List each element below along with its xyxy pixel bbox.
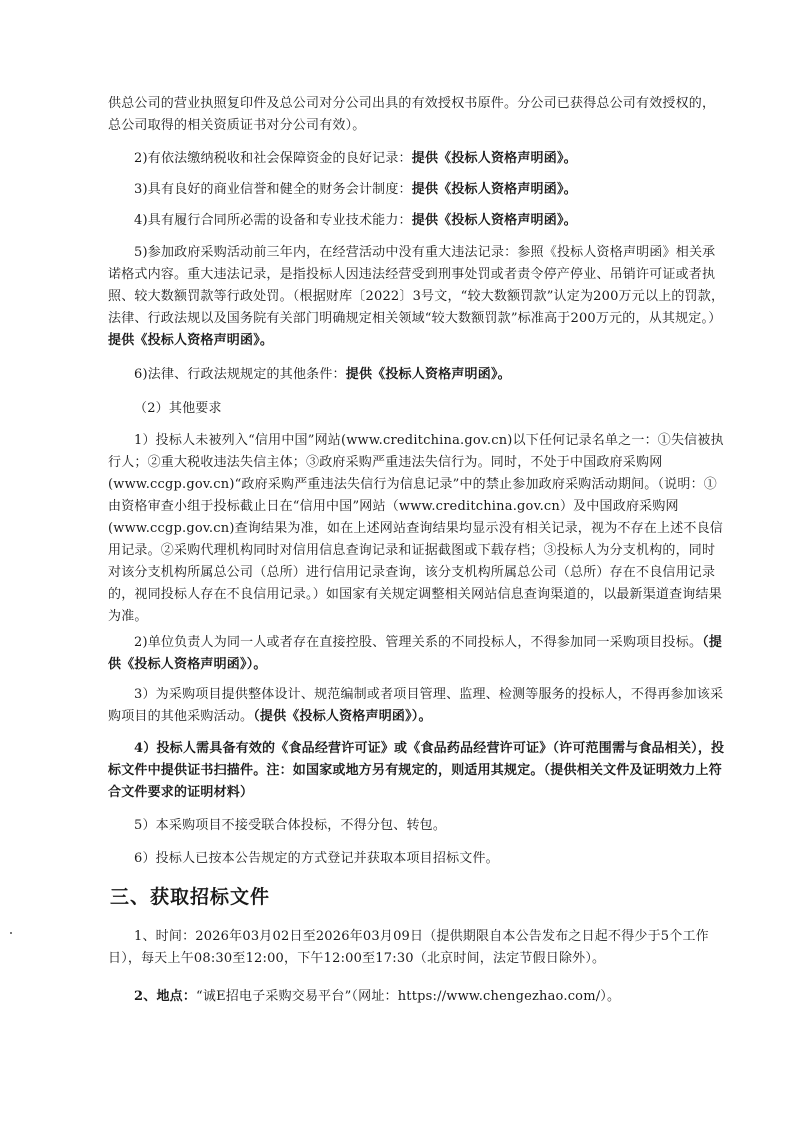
scan-speck <box>10 932 12 934</box>
credit-provide: 提供《投标人资格声明函》。 <box>411 182 577 197</box>
other-conditions-text: 6)法律、行政法规规定的其他条件： <box>134 367 346 382</box>
same-person-text: 2)单位负责人为同一人或者存在直接控股、管理关系的不同投标人，不得参加同一采购项目投标。 <box>134 635 703 650</box>
paragraph-same-person <box>108 632 728 676</box>
paragraph-no-violation <box>108 242 728 352</box>
paragraph-registration: 6）投标人已按本公告规定的方式登记并获取本项目招标文件。 <box>134 851 499 866</box>
location-label: 2、地点： <box>134 989 197 1004</box>
tax-record-text: 2)有依法缴纳税收和社会保障资金的良好记录： <box>134 151 412 166</box>
equipment-provide: 提供《投标人资格声明函》。 <box>411 213 577 228</box>
paragraph-design-service <box>108 684 728 728</box>
design-service-provide: （提供《投标人资格声明函》）。 <box>253 709 432 724</box>
paragraph-credit <box>108 179 728 201</box>
equipment-text: 4)具有履行合同所必需的设备和专业技术能力： <box>134 213 412 228</box>
no-violation-provide: 提供《投标人资格声明函》。 <box>108 333 274 348</box>
paragraph-other-conditions <box>108 364 728 386</box>
tax-record-provide: 提供《投标人资格声明函》。 <box>411 151 577 166</box>
design-service-text: 3）为采购项目提供整体设计、规范编制或者项目管理、监理、检测等服务的投标人，不得再参加该采购项目的其他采购活动。 <box>108 687 724 724</box>
same-person-provide: （提供《投标人资格声明函》）。 <box>108 635 723 672</box>
other-conditions-provide: 提供《投标人资格声明函》。 <box>345 367 511 382</box>
paragraph-food-license: 4）投标人需具备有效的《食品经营许可证》或《食品药品经营许可证》（许可范围需与食品相关），投标文件中提供证书扫描件。注：如国家或地方另有规定的，则适用其规定。（提供相关文件及证明效力上符合文件要求的证明材料） <box>108 741 725 800</box>
paragraph-equipment <box>108 210 728 232</box>
paragraph-credit-china: 1）投标人未被列入“信用中国”网站(www.creditchina.gov.cn)以下任何记录名单之一：①失信被执行人；②重大税收违法失信主体；③政府采购严重违法失信行为。同时，不处于中国政府采购网(www.ccgp.gov.cn)“政府采购严重违法失信行为信息记录”中的禁止参加政府采购活动期间。（说明：①由资格审查小组于投标截止日在“信用中国”网站（www.creditchina.gov.cn）及中国政府采购网(www.ccgp.gov.cn)查询结果为准，如在上述网站查询结果均显示没有相关记录，视为不存在上述不良信用记录。②采购代理机构同时对信用信息查询记录和证据截图或下载存档；③投标人为分支机构的，同时对该分支机构所属总公司（总所）进行信用记录查询，该分支机构所属总公司（总所）存在不良信用记录的，视同投标人存在不良信用记录。）如国家有关规定调整相关网站信息查询渠道的，以最新渠道查询结果为准。 <box>108 433 724 624</box>
section-heading-obtain-documents: 三、获取招标文件 <box>110 886 271 908</box>
paragraph-time: 1、时间：2026年03月02日至2026年03月09日（提供期限自本公告发布之日起不得少于5个工作日），每天上午08:30至12:00，下午12:00至17:30（北京时间，法定节假日除外）。 <box>108 929 709 966</box>
location-text: “诚E招电子采购交易平台”（网址：https://www.chengezhao.com/）。 <box>196 989 621 1004</box>
subheading-other-requirements: （2）其他要求 <box>134 401 222 416</box>
no-violation-text: 5)参加政府采购活动前三年内，在经营活动中没有重大违法记录：参照《投标人资格声明函》相关承诺格式内容。重大违法记录，是指投标人因违法经营受到刑事处罚或者责令停产停业、吊销许可证或者执照、较大数额罚款等行政处罚。（根据财库〔2022〕3号文，“较大数额罚款”认定为200万元以上的罚款，法律、行政法规以及国务院有关部门明确规定相关领域“较大数额罚款”标准高于200万元的，从其规定。） <box>108 245 725 326</box>
paragraph-business-license: 供总公司的营业执照复印件及总公司对分公司出具的有效授权书原件。分公司已获得总公司有效授权的，总公司取得的相关资质证书对分公司有效）。 <box>108 96 716 133</box>
paragraph-location <box>108 986 728 1008</box>
paragraph-no-consortium: 5）本采购项目不接受联合体投标，不得分包、转包。 <box>134 818 447 833</box>
credit-text: 3)具有良好的商业信誉和健全的财务会计制度： <box>134 182 412 197</box>
paragraph-tax-record <box>108 148 728 170</box>
